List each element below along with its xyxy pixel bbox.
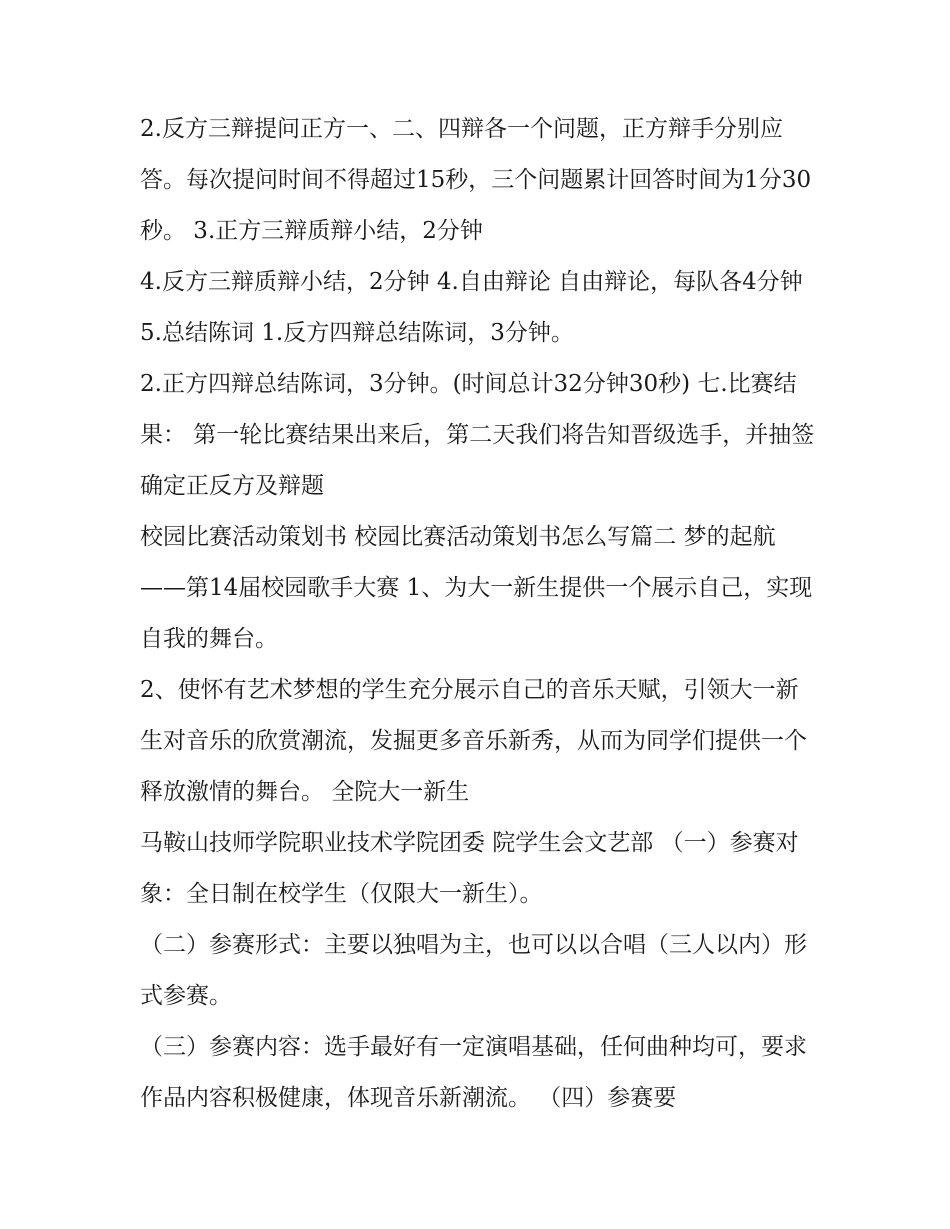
paragraph-debate-questioning: 2.反方三辩提问正方一、二、四辩各一个问题，正方辩手分别应答。每次提问时间不得超过15秒，三个问题累计回答时间为1分30秒。 3.正方三辩质辩小结，2分钟 xyxy=(140,116,812,244)
document-body xyxy=(140,104,820,1124)
paragraph-closing-and-results: 2.正方四辩总结陈词，3分钟。(时间总计32分钟30秒) 七.比赛结果： 第一轮比赛结果出来后，第二天我们将告知晋级选手，并抽签确定正反方及辩题 xyxy=(140,371,815,499)
paragraph-singer-contest-intro: 校园比赛活动策划书 校园比赛活动策划书怎么写篇二 梦的起航——第14届校园歌手大赛 1、为大一新生提供一个展示自己，实现自我的舞台。 xyxy=(140,524,813,652)
paragraph-organizers-participants: 马鞍山技师学院职业技术学院团委 院学生会文艺部 （一）参赛对象：全日制在校学生（仅限大一新生）。 xyxy=(140,830,799,907)
paragraph-free-debate: 4.反方三辩质辩小结，2分钟 4.自由辩论 自由辩论，每队各4分钟 5.总结陈词 1.反方四辩总结陈词，3分钟。 xyxy=(140,269,803,346)
paragraph-contest-content: （三）参赛内容：选手最好有一定演唱基础，任何曲种均可，要求作品内容积极健康，体现音乐新潮流。 （四）参赛要 xyxy=(140,1034,807,1111)
paragraph-contest-format: （二）参赛形式：主要以独唱为主，也可以以合唱（三人以内）形式参赛。 xyxy=(140,932,807,1009)
paragraph-contest-purpose: 2、使怀有艺术梦想的学生充分展示自己的音乐天赋，引领大一新生对音乐的欣赏潮流，发掘更多音乐新秀，从而为同学们提供一个释放激情的舞台。 全院大一新生 xyxy=(140,677,807,805)
